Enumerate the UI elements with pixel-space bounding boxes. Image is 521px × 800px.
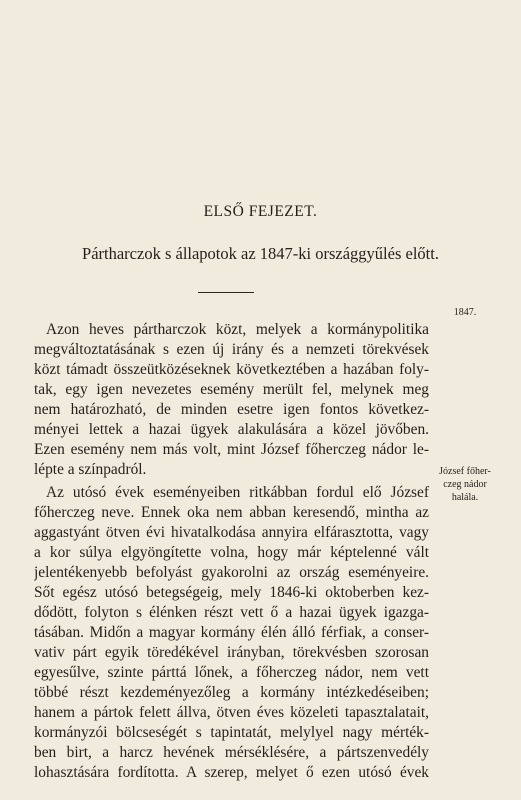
text-line: tak, egy igen nevezetes esemény merült fel, melynek meg bbox=[34, 381, 429, 398]
chapter-title: Pártharczok s állapotok az 1847-ki országgyűlés előtt. bbox=[82, 244, 439, 263]
text-line: egyesűlve, szinte párttá lőnek, a főherczeg nádor, nem vett bbox=[34, 664, 429, 681]
text-line: vativ párt egyik töredékével irányban, törekvésben szorosan bbox=[34, 644, 429, 661]
text-line: Azon heves pártharczok közt, melyek a kormánypolitika bbox=[46, 321, 429, 338]
text-line: a kor súlya elgyöngítette volna, hogy már képtelenné vált bbox=[34, 544, 429, 561]
text-line: kormányzói bölcseségét s tapintatát, melylyel nagy mérték- bbox=[34, 724, 429, 741]
margin-note-death-2: czeg nádor bbox=[443, 479, 487, 490]
text-line: hanem a pártok felett állva, ötven éves közeleti tapasztalatait, bbox=[34, 704, 429, 721]
text-line: Ezen esemény nem más volt, mint József főherczeg nádor le- bbox=[34, 441, 429, 458]
text-line: aggastyánt ötven évi hivatalkodása annyira elfárasztotta, vagy bbox=[34, 524, 429, 541]
margin-note-year: 1847. bbox=[453, 307, 477, 318]
text-line: Az utósó évek eseményeiben ritkábban fordul elő József bbox=[46, 484, 429, 501]
margin-note-death-1: József főher- bbox=[439, 466, 491, 477]
text-line: főherczeg neve. Ennek oka nem abban keresendő, mintha az bbox=[34, 504, 429, 521]
text-line: tásában. Midőn a magyar kormány élén álló férfiak, a conser- bbox=[34, 624, 429, 641]
margin-note-death-3: halála. bbox=[451, 492, 479, 503]
text-line: közt támadt összeütközéseknek következtében a hazában foly- bbox=[34, 361, 429, 378]
text-line: megváltoztatásának s ezen új irány és a nemzeti törekvések bbox=[34, 341, 429, 358]
text-line: Sőt egész utósó betegségeig, mely 1846-ki oktoberben kez- bbox=[34, 584, 429, 601]
text-line: dődött, folyton s élénken részt vett ő a hazai ügyek igazga- bbox=[34, 604, 429, 621]
text-line: ben birt, a harcz hevének mérséklésére, a pártszenvedély bbox=[34, 744, 429, 761]
text-line: többé részt kezdeményezőleg a kormány intézkedéseiben; bbox=[34, 684, 429, 701]
text-line: nem határozható, de minden esetre igen fontos következ- bbox=[34, 401, 429, 418]
text-line: ményei lettek a hazai ügyek alakulására a közel jövőben. bbox=[34, 421, 429, 438]
chapter-heading: ELSŐ FEJEZET. bbox=[203, 203, 318, 220]
text-line: lépte a színpadról. bbox=[34, 461, 147, 478]
text-line: lohasztására fordította. A szerep, melyet ő ezen utósó évek bbox=[34, 764, 429, 781]
text-line: jelentékenyebb befolyást gyakorolni az ország eseményeire. bbox=[34, 564, 429, 581]
section-divider bbox=[198, 292, 254, 293]
